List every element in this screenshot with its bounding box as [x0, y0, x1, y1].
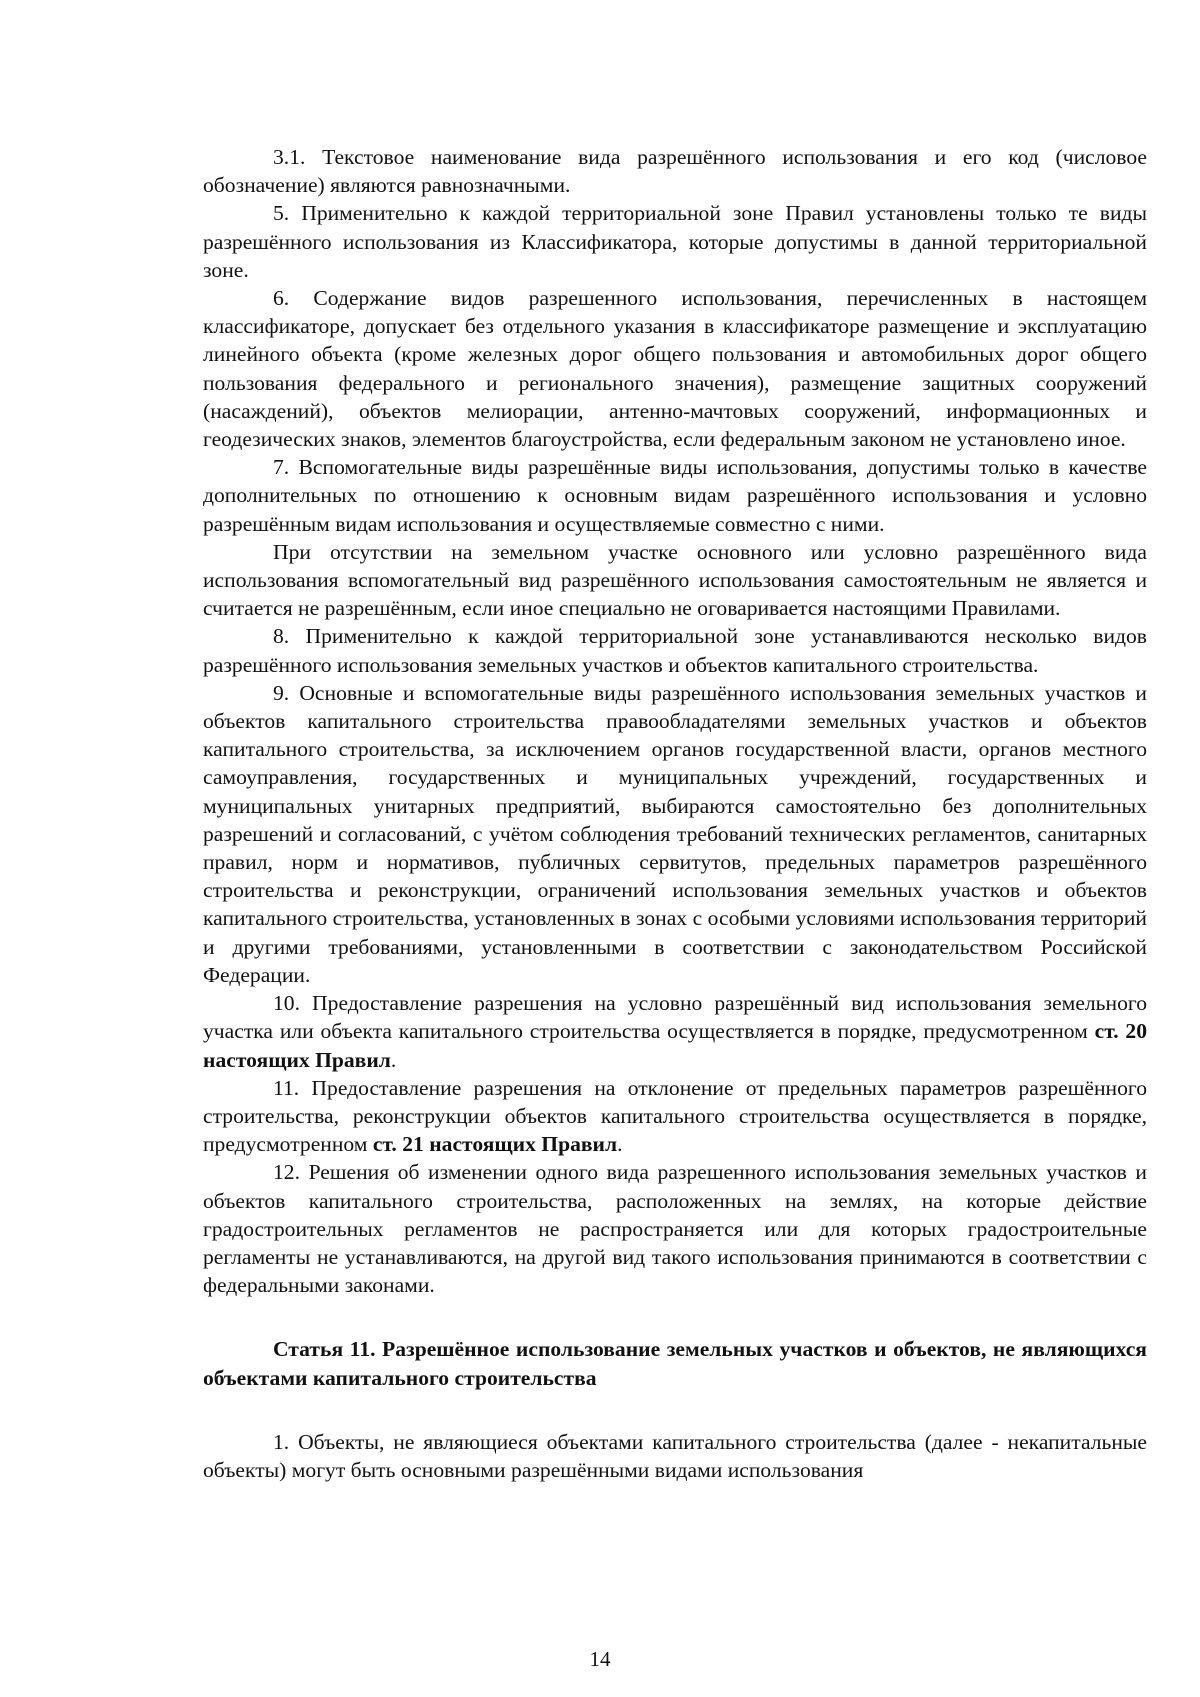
- page-number: 14: [589, 1647, 611, 1671]
- paragraph-11-text: 11. Предоставление разрешения на отклонение от предельных параметров разрешённого строительства, реконструкции объектов капитального строительства осуществляется в порядке, предусмотренном: [203, 1075, 1147, 1157]
- paragraph-12: 12. Решения об изменении одного вида разрешенного использования земельных участков и объектов капитального строительства, расположенных на землях, на которые действие градостроительных регламентов не распространяется или для которых градостроительные регламенты не устанавливаются, на другой вид такого использования принимаются в соответствии с федеральными законами.: [203, 1160, 1147, 1298]
- paragraph-10: [203, 989, 1147, 1074]
- article-20-reference: ст. 20 настоящих Правил: [203, 1019, 1147, 1072]
- paragraph-10-text: 10. Предоставление разрешения на условно разрешённый вид использования земельного участка или объекта капитального строительства осуществляется в порядке, предусмотренном: [203, 991, 1147, 1044]
- article-21-reference: ст. 21 настоящих Правил: [372, 1132, 618, 1157]
- paragraph-11-end: .: [617, 1132, 623, 1157]
- article-11-heading: Статья 11. Разрешённое использование земельных участков и объектов, не являющихся объектами капитального строительства: [203, 1337, 1147, 1390]
- article-11-paragraph-1: 1. Объекты, не являющиеся объектами капитального строительства (далее - некапитальные объекты) могут быть основными разрешёнными видами использования: [203, 1429, 1147, 1482]
- paragraph-6: 6. Содержание видов разрешенного использования, перечисленных в настоящем классификаторе, допускает без отдельного указания в классификаторе размещение и эксплуатацию линейного объекта (кроме железных дорог общего пользования и автомобильных дорог общего пользования федерального и регионального значения), размещение защитных сооружений (насаждений), объектов мелиорации, антенно-мачтовых сооружений, информационных и геодезических знаков, элементов благоустройства, если федеральным законом не установлено иное.: [203, 286, 1147, 452]
- paragraph-10-end: .: [390, 1047, 397, 1072]
- document-page: [203, 143, 1147, 1484]
- paragraph-9: 9. Основные и вспомогательные виды разрешённого использования земельных участков и объектов капитального строительства правообладателями земельных участков и объектов капитального строительства, за исключением органов государственной власти, органов местного самоуправления, государственных и муниципальных учреждений, государственных и муниципальных унитарных предприятий, выбираются самостоятельно без дополнительных разрешений и согласований, с учётом соблюдения требований технических регламентов, санитарных правил, норм и нормативов, публичных сервитутов, предельных параметров разрешённого строительства и реконструкции, ограничений использования земельных участков и объектов капитального строительства, установленных в зонах с особыми условиями использования территорий и другими требованиями, установленными в соответствии с законодательством Российской Федерации.: [203, 680, 1147, 987]
- paragraph-7: 7. Вспомогательные виды разрешённые виды использования, допустимы только в качестве дополнительных по отношению к основным видам разрешённого использования и условно разрешённым видам использования и осуществляемые совместно с ними.: [203, 455, 1147, 536]
- paragraph-5: 5. Применительно к каждой территориальной зоне Правил установлены только те виды разрешённого использования из Классификатора, которые допустимы в данной территориальной зоне.: [203, 201, 1147, 282]
- paragraph-7-continuation: При отсутствии на земельном участке основного или условно разрешённого вида использования вспомогательный вид разрешённого использования самостоятельным не является и считается не разрешённым, если иное специально не оговаривается настоящими Правилами.: [203, 539, 1147, 621]
- paragraph-3-1: 3.1. Текстовое наименование вида разрешённого использования и его код (числовое обозначение) являются равнозначными.: [203, 145, 1147, 198]
- paragraph-11: [203, 1074, 1147, 1159]
- paragraph-8: 8. Применительно к каждой территориальной зоне устанавливаются несколько видов разрешённого использования земельных участков и объектов капитального строительства.: [203, 624, 1147, 677]
